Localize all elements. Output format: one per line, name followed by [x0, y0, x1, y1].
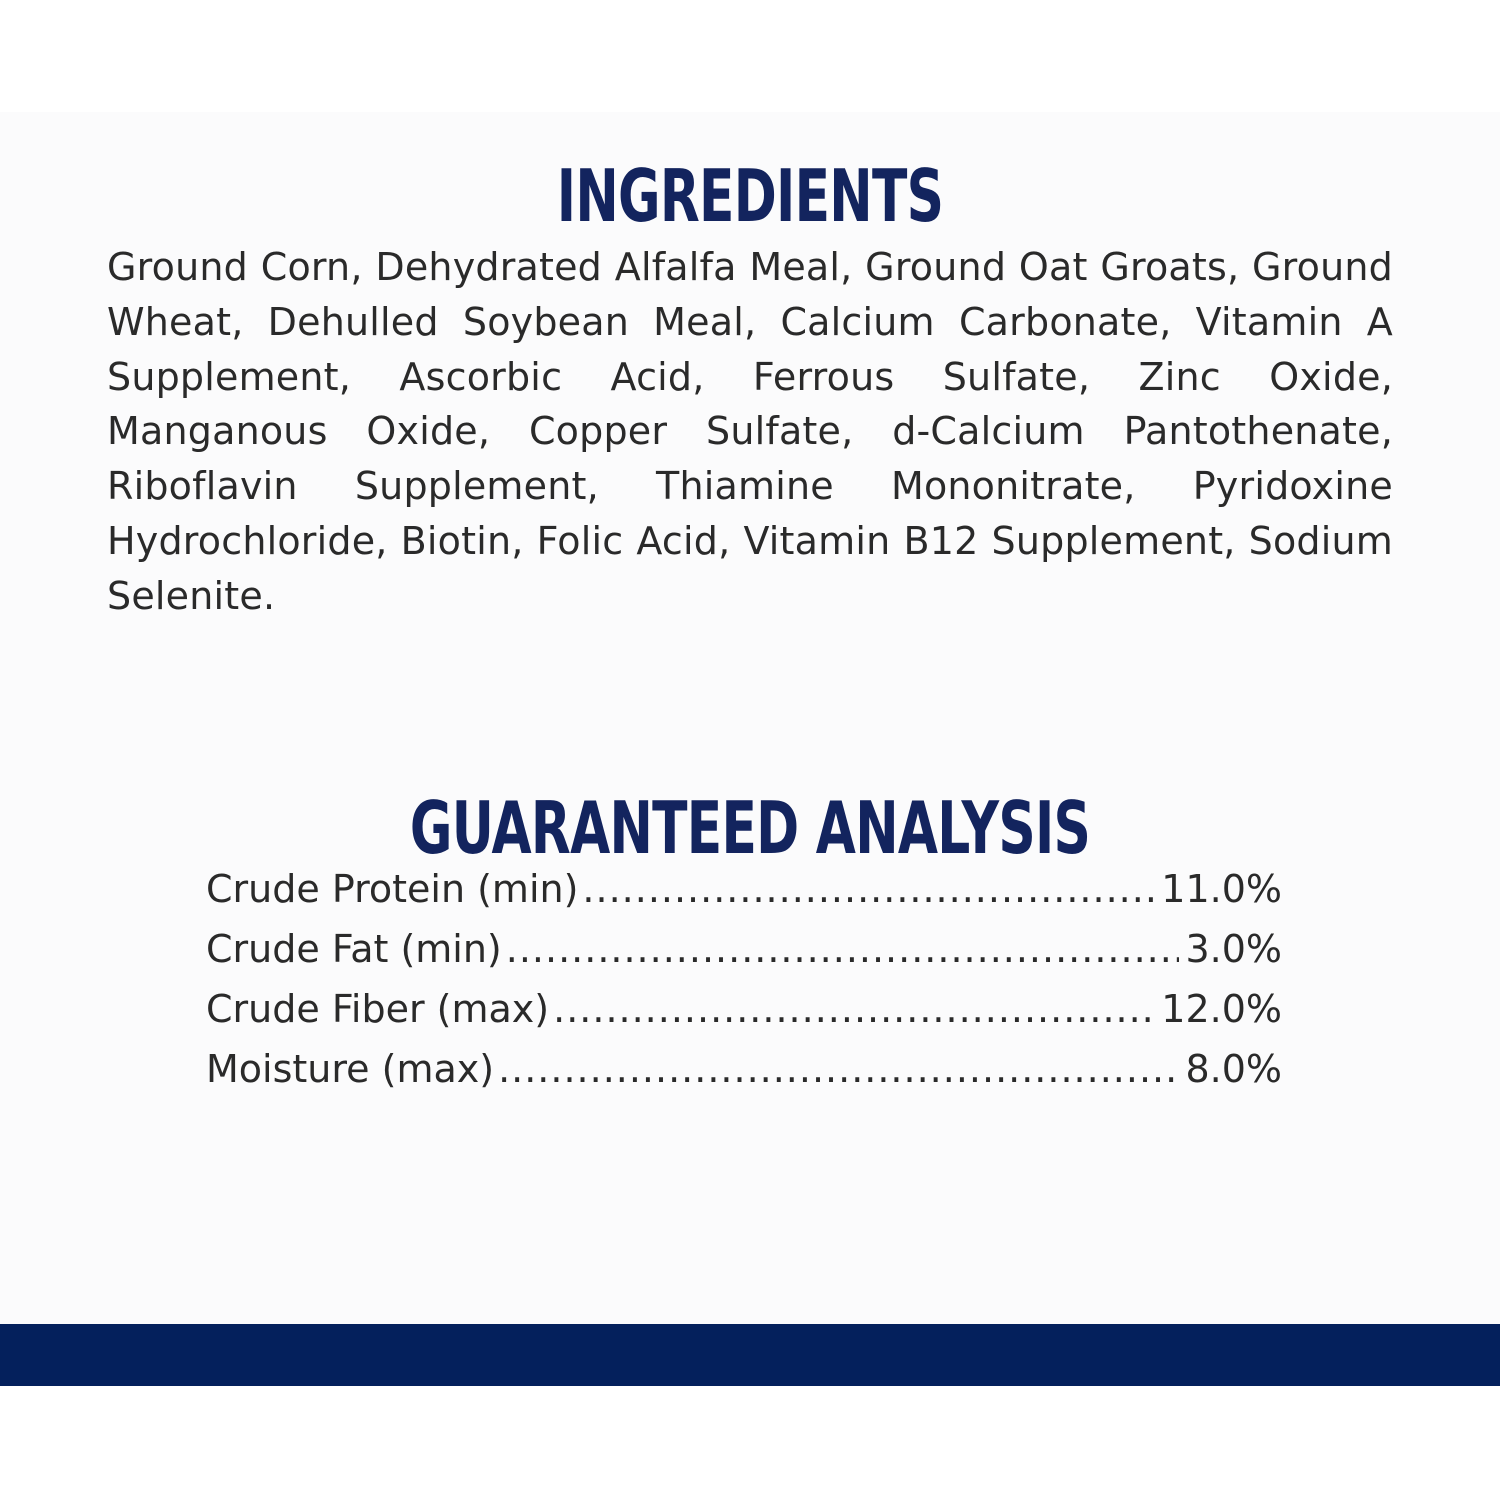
analysis-row-moisture	[206, 1042, 1282, 1102]
analysis-label: Crude Fat (min)	[206, 927, 502, 971]
analysis-label: Moisture (max)	[206, 1047, 495, 1091]
analysis-label: Crude Fiber (max)	[206, 987, 550, 1031]
dot-leader	[498, 1042, 1179, 1096]
dot-leader	[553, 982, 1155, 1036]
analysis-value: 12.0%	[1161, 987, 1282, 1031]
analysis-value: 3.0%	[1185, 927, 1282, 971]
analysis-row-crude-fat	[206, 922, 1282, 982]
analysis-row-crude-fiber	[206, 982, 1282, 1042]
dot-leader	[582, 862, 1155, 916]
ingredients-list: Ground Corn, Dehydrated Alfalfa Meal, Ground Oat Groats, Ground Wheat, Dehulled Soybean Meal, Calcium Carbonate, Vitamin A Supplement, Ascorbic Acid, Ferrous Sulfate, Zinc Oxide, Manganous Oxide, Copper Sulfate, d-Calcium Pantothenate, Riboflavin Supplement, Thiamine Mononitrate, Pyridoxine Hydrochloride, Biotin, Folic Acid, Vitamin B12 Supplement, Sodium Selenite.	[107, 245, 1393, 618]
dot-leader	[506, 922, 1180, 976]
analysis-label: Crude Protein (min)	[206, 867, 579, 911]
analysis-value: 11.0%	[1161, 867, 1282, 911]
guaranteed-analysis-heading: GUARANTEED ANALYSIS	[409, 785, 1091, 870]
guaranteed-analysis-table	[206, 862, 1282, 1102]
footer-band	[0, 1324, 1500, 1386]
ingredients-heading: INGREDIENTS	[556, 154, 944, 239]
analysis-row-crude-protein	[206, 862, 1282, 922]
analysis-value: 8.0%	[1185, 1047, 1282, 1091]
